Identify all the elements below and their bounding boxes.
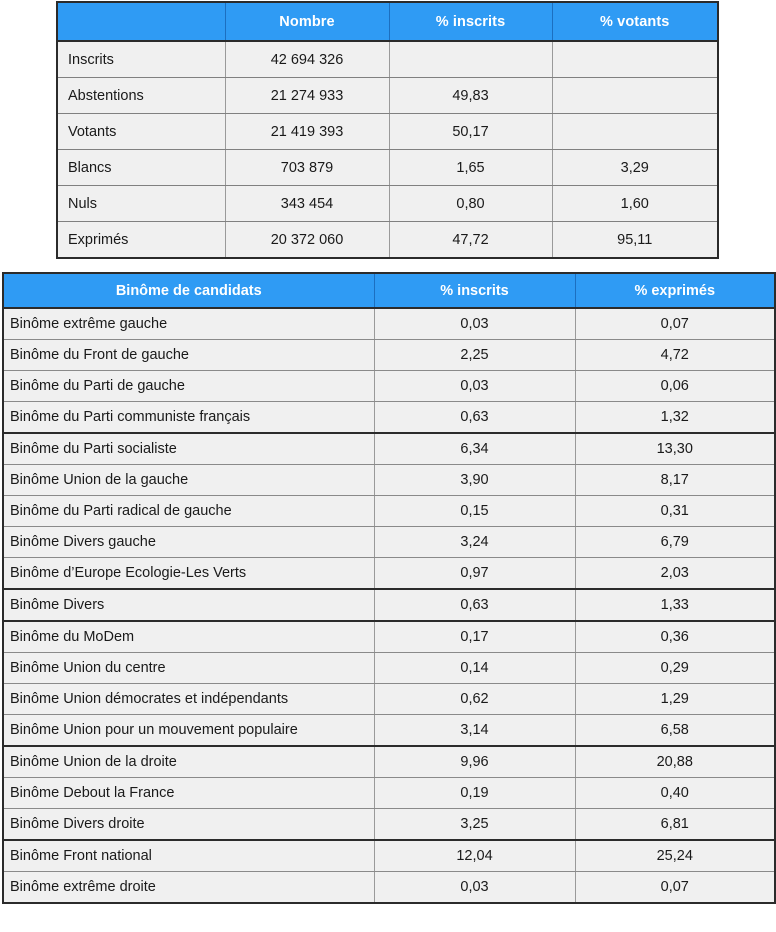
participation-cell-pct-inscrits [389,41,552,78]
table-row [57,150,718,186]
binome-cell-pct-inscrits: 3,14 [374,715,575,747]
binome-cell-pct-inscrits: 0,14 [374,653,575,684]
binome-cell-label: Binôme du Front de gauche [3,340,374,371]
binome-cell-pct-inscrits: 3,90 [374,465,575,496]
participation-cell-label: Exprimés [57,222,225,259]
binome-cell-pct-inscrits: 0,63 [374,589,575,621]
binome-cell-label: Binôme extrême gauche [3,308,374,340]
participation-header-blank [57,2,225,41]
table-row [3,589,775,621]
table-row [57,78,718,114]
binome-cell-pct-inscrits: 2,25 [374,340,575,371]
binome-cell-pct-exprimes: 0,29 [575,653,775,684]
binome-cell-pct-exprimes: 4,72 [575,340,775,371]
participation-cell-nombre: 21 419 393 [225,114,389,150]
participation-cell-pct-votants [552,41,718,78]
table-row [57,222,718,259]
participation-cell-label: Nuls [57,186,225,222]
binome-cell-pct-exprimes: 13,30 [575,433,775,465]
binome-cell-pct-inscrits: 0,63 [374,402,575,434]
table-row [3,653,775,684]
binomes-results-table [2,272,776,904]
binome-cell-pct-exprimes: 0,40 [575,778,775,809]
participation-cell-pct-votants: 1,60 [552,186,718,222]
binome-cell-pct-inscrits: 6,34 [374,433,575,465]
participation-cell-nombre: 42 694 326 [225,41,389,78]
binome-cell-pct-inscrits: 0,62 [374,684,575,715]
binome-cell-pct-exprimes: 1,33 [575,589,775,621]
binome-cell-label: Binôme Union démocrates et indépendants [3,684,374,715]
binomes-table-header [3,273,775,308]
table-row [3,340,775,371]
participation-cell-pct-votants [552,114,718,150]
binome-cell-pct-exprimes: 2,03 [575,558,775,590]
binome-cell-label: Binôme du Parti radical de gauche [3,496,374,527]
binome-cell-pct-inscrits: 9,96 [374,746,575,778]
participation-cell-nombre: 703 879 [225,150,389,186]
binome-cell-pct-exprimes: 20,88 [575,746,775,778]
participation-cell-label: Votants [57,114,225,150]
binome-cell-label: Binôme Front national [3,840,374,872]
participation-cell-label: Blancs [57,150,225,186]
binome-cell-label: Binôme Union de la droite [3,746,374,778]
binome-cell-pct-inscrits: 0,97 [374,558,575,590]
table-row [57,114,718,150]
table-row [3,621,775,653]
binome-cell-label: Binôme Divers droite [3,809,374,841]
participation-cell-pct-votants: 3,29 [552,150,718,186]
binome-cell-label: Binôme extrême droite [3,872,374,904]
binome-cell-pct-inscrits: 0,15 [374,496,575,527]
table-row [3,872,775,904]
table-row [3,746,775,778]
binome-cell-pct-inscrits: 3,24 [374,527,575,558]
binome-cell-pct-inscrits: 0,03 [374,308,575,340]
binome-cell-label: Binôme du MoDem [3,621,374,653]
binome-cell-pct-inscrits: 0,03 [374,371,575,402]
binome-cell-label: Binôme du Parti communiste français [3,402,374,434]
participation-header-pct-votants: % votants [552,2,718,41]
table-row [57,186,718,222]
table-row [3,433,775,465]
binome-cell-pct-exprimes: 0,36 [575,621,775,653]
table-row [3,465,775,496]
binome-cell-pct-exprimes: 0,06 [575,371,775,402]
participation-cell-pct-inscrits: 49,83 [389,78,552,114]
participation-cell-label: Abstentions [57,78,225,114]
binome-cell-pct-exprimes: 8,17 [575,465,775,496]
binome-cell-label: Binôme du Parti socialiste [3,433,374,465]
table-row [3,402,775,434]
binomes-table-body [3,308,775,903]
participation-cell-pct-inscrits: 50,17 [389,114,552,150]
participation-cell-pct-inscrits: 0,80 [389,186,552,222]
table-row [3,371,775,402]
binome-cell-pct-exprimes: 1,32 [575,402,775,434]
binome-cell-pct-exprimes: 0,07 [575,872,775,904]
binome-cell-pct-inscrits: 3,25 [374,809,575,841]
binome-cell-pct-exprimes: 6,81 [575,809,775,841]
participation-cell-pct-inscrits: 47,72 [389,222,552,259]
binome-cell-label: Binôme du Parti de gauche [3,371,374,402]
participation-cell-pct-inscrits: 1,65 [389,150,552,186]
table-row [3,684,775,715]
table-row [3,809,775,841]
table-row [3,496,775,527]
binome-cell-label: Binôme Divers [3,589,374,621]
binome-cell-label: Binôme Union du centre [3,653,374,684]
participation-cell-pct-votants: 95,11 [552,222,718,259]
binome-cell-pct-inscrits: 0,19 [374,778,575,809]
binome-cell-label: Binôme Divers gauche [3,527,374,558]
binome-cell-pct-inscrits: 12,04 [374,840,575,872]
participation-header-pct-inscrits: % inscrits [389,2,552,41]
participation-table-body [57,41,718,258]
binome-cell-pct-exprimes: 1,29 [575,684,775,715]
binome-cell-pct-exprimes: 0,31 [575,496,775,527]
participation-cell-nombre: 343 454 [225,186,389,222]
binome-cell-label: Binôme Debout la France [3,778,374,809]
binome-cell-pct-inscrits: 0,17 [374,621,575,653]
binome-cell-label: Binôme Union pour un mouvement populaire [3,715,374,747]
table-row [3,558,775,590]
table-row [57,41,718,78]
binomes-header-pct-inscrits: % inscrits [374,273,575,308]
binome-cell-pct-inscrits: 0,03 [374,872,575,904]
participation-header-row [57,2,718,41]
binome-cell-pct-exprimes: 25,24 [575,840,775,872]
participation-results-table [56,1,719,259]
table-row [3,527,775,558]
binomes-header-row [3,273,775,308]
table-row [3,778,775,809]
binome-cell-pct-exprimes: 6,79 [575,527,775,558]
participation-cell-label: Inscrits [57,41,225,78]
table-row [3,308,775,340]
binome-cell-label: Binôme Union de la gauche [3,465,374,496]
participation-cell-nombre: 21 274 933 [225,78,389,114]
binome-cell-pct-exprimes: 0,07 [575,308,775,340]
participation-table-header [57,2,718,41]
binomes-header-pct-exprimes: % exprimés [575,273,775,308]
table-row [3,715,775,747]
participation-header-nombre: Nombre [225,2,389,41]
binomes-header-candidats: Binôme de candidats [3,273,374,308]
table-row [3,840,775,872]
binome-cell-label: Binôme d’Europe Ecologie-Les Verts [3,558,374,590]
participation-cell-pct-votants [552,78,718,114]
participation-cell-nombre: 20 372 060 [225,222,389,259]
binome-cell-pct-exprimes: 6,58 [575,715,775,747]
